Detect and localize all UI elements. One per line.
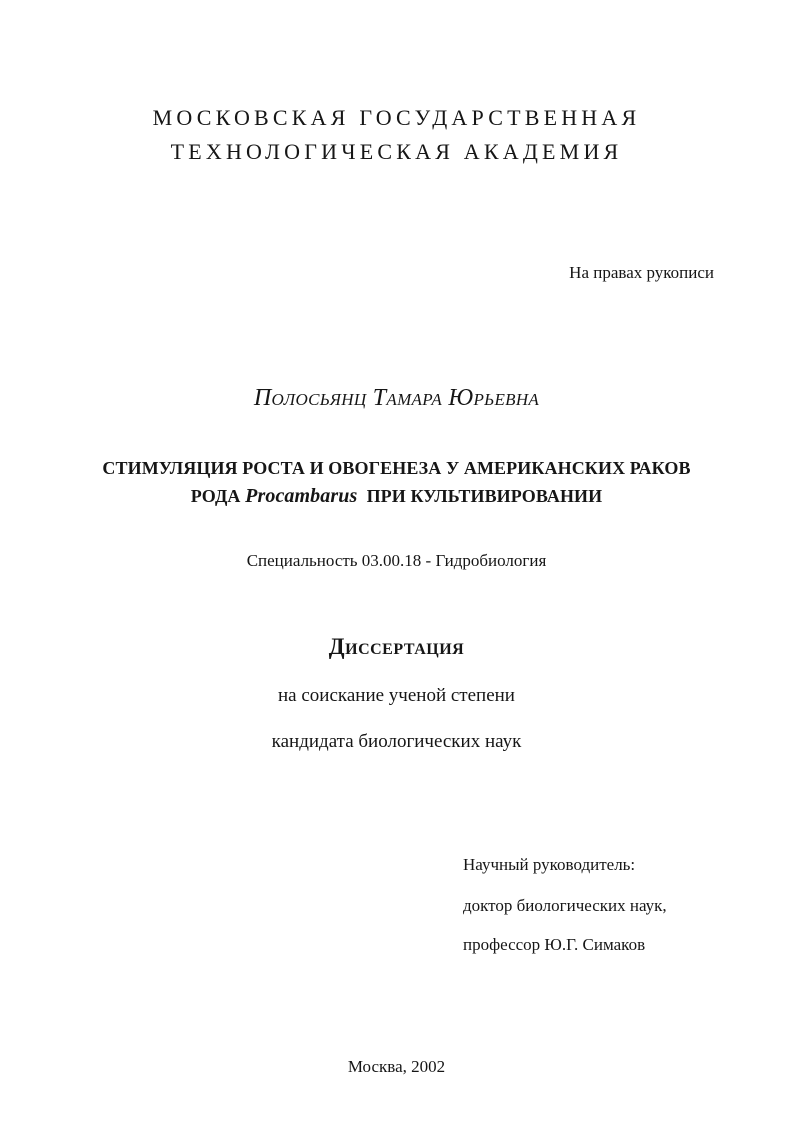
degree-line-1: на соискание ученой степени [278, 685, 515, 706]
place-year: Москва, 2002 [347, 1057, 446, 1076]
thesis-title-line-2 [0, 485, 793, 508]
thesis-title-line-1: СТИМУЛЯЦИЯ РОСТА И ОВОГЕНЕЗА У АМЕРИКАНСКИХ РАКОВ [102, 458, 691, 478]
rights-note: На правах рукописи [569, 263, 714, 282]
institution-line-2: ТЕХНОЛОГИЧЕСКАЯ АКАДЕМИЯ [170, 139, 623, 164]
author-name: Полосьянц Тамара Юрьевна [253, 385, 540, 411]
advisor-label: Научный руководитель: [463, 855, 636, 874]
specialty: Специальность 03.00.18 - Гидробиология [246, 551, 547, 570]
thesis-title-genus: Procambarus [245, 485, 358, 507]
thesis-title-suffix: ПРИ КУЛЬТИВИРОВАНИИ [366, 486, 603, 506]
advisor-name: профессор Ю.Г. Симаков [463, 935, 646, 954]
thesis-title-prefix: РОДА [190, 486, 241, 506]
document-type: Диссертация [328, 634, 465, 659]
advisor-degree: доктор биологических наук, [463, 896, 667, 915]
institution-line-1: МОСКОВСКАЯ ГОСУДАРСТВЕННАЯ [152, 105, 641, 130]
degree-line-2: кандидата биологических наук [271, 731, 522, 752]
